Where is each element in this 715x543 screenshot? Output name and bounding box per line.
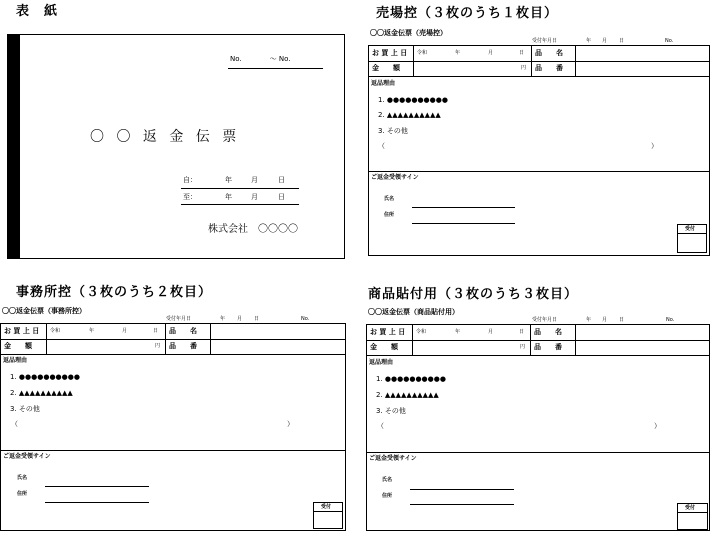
reason-option-2: 2. ▲▲▲▲▲▲▲▲▲▲ [378,111,441,119]
cover-to-label: 至： [183,193,197,201]
cover-from-month: 月 [251,176,258,184]
product-name-label: 品 名 [535,49,563,57]
cover-card [7,34,345,259]
receipt-day: 日 [619,317,625,323]
purchase-date-label: お 買 上 日 [372,49,408,57]
era-label: 令和 [416,329,427,335]
reason-paren-close: ） [651,142,658,150]
stamp-box [313,502,343,529]
cover-from-day: 日 [278,176,285,184]
cover-to-underline [181,204,299,205]
slip-sales [368,30,710,256]
address-line [412,223,515,224]
amount-label: 金 額 [4,342,32,350]
era-label: 令和 [417,50,428,56]
cover-from-underline [181,188,299,189]
reason-title: 返品理由 [3,357,28,364]
name-label: 氏名 [17,475,28,481]
stamp-label: 受付 [685,226,696,232]
receipt-year: 年 [586,38,592,44]
name-line [45,486,149,487]
reason-option-3: 3. その他 [10,405,40,413]
name-label: 氏名 [382,477,393,483]
amount-label: 金 額 [372,64,400,72]
address-label: 住所 [17,491,28,497]
reason-title: 返品理由 [371,80,396,87]
receipt-day: 日 [619,38,625,44]
slip-sales-heading: 売場控（３枚のうち１枚目） [376,6,559,21]
purchase-day: 日 [519,329,525,335]
receipt-date-label: 受付年月日 [532,38,558,44]
purchase-date-label: お 買 上 日 [370,328,406,336]
address-line [45,502,149,503]
reason-paren-close: ） [654,422,661,430]
reason-option-1: 1. ●●●●●●●●●● [376,375,446,383]
form-number: No. [665,38,674,44]
purchase-year: 年 [455,50,461,56]
product-number-label: 品 番 [535,64,563,72]
purchase-month: 月 [122,328,128,334]
slip-product [366,309,710,531]
cover-to-month: 月 [251,193,258,201]
cover-to-day: 日 [278,193,285,201]
reason-option-3: 3. その他 [378,127,408,135]
cover-number-underline [228,68,323,69]
receipt-date-label: 受付年月日 [532,317,558,323]
stamp-label: 受付 [685,505,696,511]
purchase-day: 日 [519,50,525,56]
stamp-label: 受付 [321,504,332,510]
purchase-year: 年 [455,329,461,335]
form-title: 〇〇返金伝票（事務所控） [2,307,86,315]
form-body [366,324,710,531]
receipt-year: 年 [220,316,226,322]
reason-option-2: 2. ▲▲▲▲▲▲▲▲▲▲ [10,389,73,397]
slip-office-heading: 事務所控（３枚のうち２枚目） [16,285,213,300]
purchase-date-label: お 買 上 日 [4,327,40,335]
cover-number-range: No. ～ No. [230,55,291,63]
sign-title: ご返金受領サイン [3,453,51,460]
product-name-label: 品 名 [169,327,197,335]
stamp-box [677,503,708,530]
reason-option-1: 1. ●●●●●●●●●● [378,96,448,104]
reason-paren-open: （ [377,422,384,430]
reason-option-3: 3. その他 [376,407,406,415]
cover-company: 株式会社 〇〇〇〇 [208,224,298,235]
cover-title: 〇 〇 返 金 伝 票 [90,129,241,145]
sign-title: ご返金受領サイン [371,174,419,181]
name-line [410,489,514,490]
address-line [410,504,514,505]
yen-label: 円 [521,65,527,71]
era-label: 令和 [50,328,61,334]
amount-label: 金 額 [370,343,398,351]
product-number-label: 品 番 [534,343,562,351]
reason-paren-open: （ [378,142,385,150]
name-line [412,207,515,208]
form-title: 〇〇返金伝票（売場控） [370,29,447,37]
reason-paren-close: ） [287,420,294,428]
reason-paren-open: （ [11,420,18,428]
reason-option-1: 1. ●●●●●●●●●● [10,373,80,381]
product-number-label: 品 番 [169,342,197,350]
form-number: No. [666,317,675,323]
receipt-date-label: 受付年月日 [166,316,192,322]
reason-title: 返品理由 [369,359,394,366]
purchase-month: 月 [488,329,494,335]
receipt-month: 月 [237,316,243,322]
product-name-label: 品 名 [534,328,562,336]
form-number: No. [301,316,310,322]
form-title: 〇〇返金伝票（商品貼付用） [368,308,459,316]
yen-label: 円 [520,344,526,350]
slip-product-heading: 商品貼付用（３枚のうち３枚目） [368,287,579,302]
reason-option-2: 2. ▲▲▲▲▲▲▲▲▲▲ [376,391,439,399]
cover-from-year: 年 [225,176,232,184]
cover-to-year: 年 [225,193,232,201]
receipt-year: 年 [586,317,592,323]
purchase-year: 年 [89,328,95,334]
receipt-month: 月 [602,317,608,323]
receipt-day: 日 [254,316,260,322]
stamp-box [677,224,707,253]
cover-from-label: 自： [183,176,197,184]
address-label: 住所 [382,493,393,499]
cover-heading: 表 紙 [16,4,59,19]
slip-office [0,308,346,531]
receipt-month: 月 [602,38,608,44]
cover-spine-bar [8,35,20,258]
name-label: 氏名 [384,196,395,202]
form-body [0,323,346,531]
purchase-day: 日 [153,328,159,334]
purchase-month: 月 [488,50,494,56]
form-body [368,45,710,256]
address-label: 住所 [384,212,395,218]
yen-label: 円 [155,343,161,349]
sign-title: ご返金受領サイン [369,455,417,462]
